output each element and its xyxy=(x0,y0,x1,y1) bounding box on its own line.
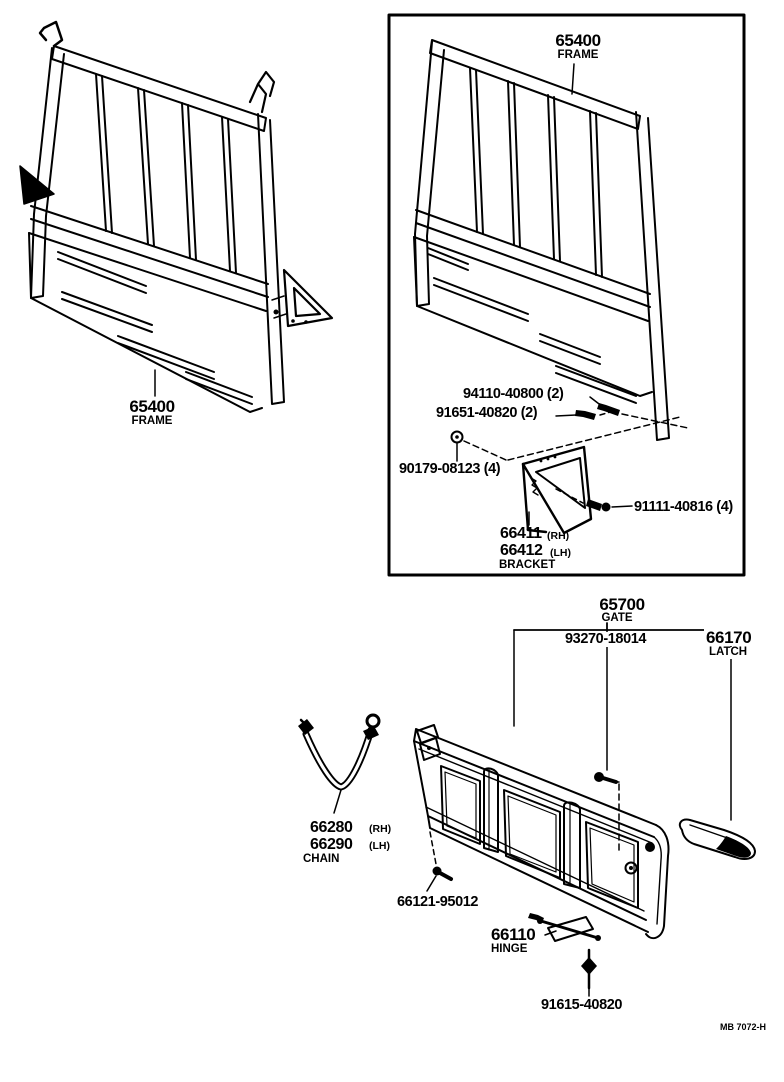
chain-lh-no: 66290 xyxy=(310,836,353,853)
hinge-screw-glyph xyxy=(528,913,544,923)
frame-drawing-left xyxy=(20,22,332,412)
leader-line xyxy=(334,790,341,813)
callout-90179: 90179-08123 (4) xyxy=(399,461,501,477)
latch-part-no: 66170 xyxy=(706,628,752,647)
hinge-drawing xyxy=(528,913,601,941)
bolt-glyph xyxy=(586,499,602,511)
hinge-screw-callout xyxy=(581,950,597,996)
washer-glyph xyxy=(597,403,620,416)
latch-part-name: LATCH xyxy=(709,646,748,658)
callout-94110: 94110-40800 (2) xyxy=(463,386,564,402)
chain-drawing xyxy=(298,715,379,813)
leader-line xyxy=(556,415,576,416)
boxed-frame-part-no: 65400 xyxy=(555,31,601,50)
chain-rh-tag: (RH) xyxy=(369,823,392,835)
callout-91615: 91615-40820 xyxy=(541,997,623,1013)
chain-hook-left xyxy=(298,719,314,735)
screw-glyph xyxy=(581,957,597,975)
bracket-lh-no: 66412 xyxy=(500,542,543,559)
bracket-rh-tag: (RH) xyxy=(547,530,570,542)
detail-box-border xyxy=(389,15,744,575)
left-frame-part-no: 65400 xyxy=(129,397,175,416)
gate-part-name: GATE xyxy=(601,612,633,624)
page-code: MB 7072-H xyxy=(720,1022,767,1032)
latch-drawing xyxy=(680,820,755,859)
callout-91651: 91651-40820 (2) xyxy=(436,405,538,421)
leader-line xyxy=(427,876,436,891)
frame-drawing-boxed xyxy=(414,40,669,440)
bracket-lh-tag: (LH) xyxy=(550,547,571,559)
hinge-part-no: 66110 xyxy=(491,925,536,944)
gate-bolt-callout xyxy=(427,832,451,891)
left-frame-part-name: FRAME xyxy=(131,415,173,427)
chain-lh-tag: (LH) xyxy=(369,840,390,852)
gate-callout-lines xyxy=(514,623,731,854)
spring-washer-glyph xyxy=(575,410,596,420)
leader-line xyxy=(612,506,632,507)
gate-part-no: 65700 xyxy=(599,595,645,614)
bracket-part-name: BRACKET xyxy=(499,559,556,571)
hinge-part-name: HINGE xyxy=(491,943,528,955)
callout-66121: 66121-95012 xyxy=(397,894,479,910)
detail-box xyxy=(389,15,744,575)
callout-91111: 91111-40816 (4) xyxy=(634,499,733,515)
chain-part-name: CHAIN xyxy=(303,853,340,865)
chain-rh-no: 66280 xyxy=(310,819,353,836)
bracket-rh-no: 66411 xyxy=(500,525,542,542)
chain-hook-right xyxy=(367,715,379,727)
callout-93270: 93270-18014 xyxy=(565,631,647,647)
boxed-frame-part-name: FRAME xyxy=(557,49,599,61)
